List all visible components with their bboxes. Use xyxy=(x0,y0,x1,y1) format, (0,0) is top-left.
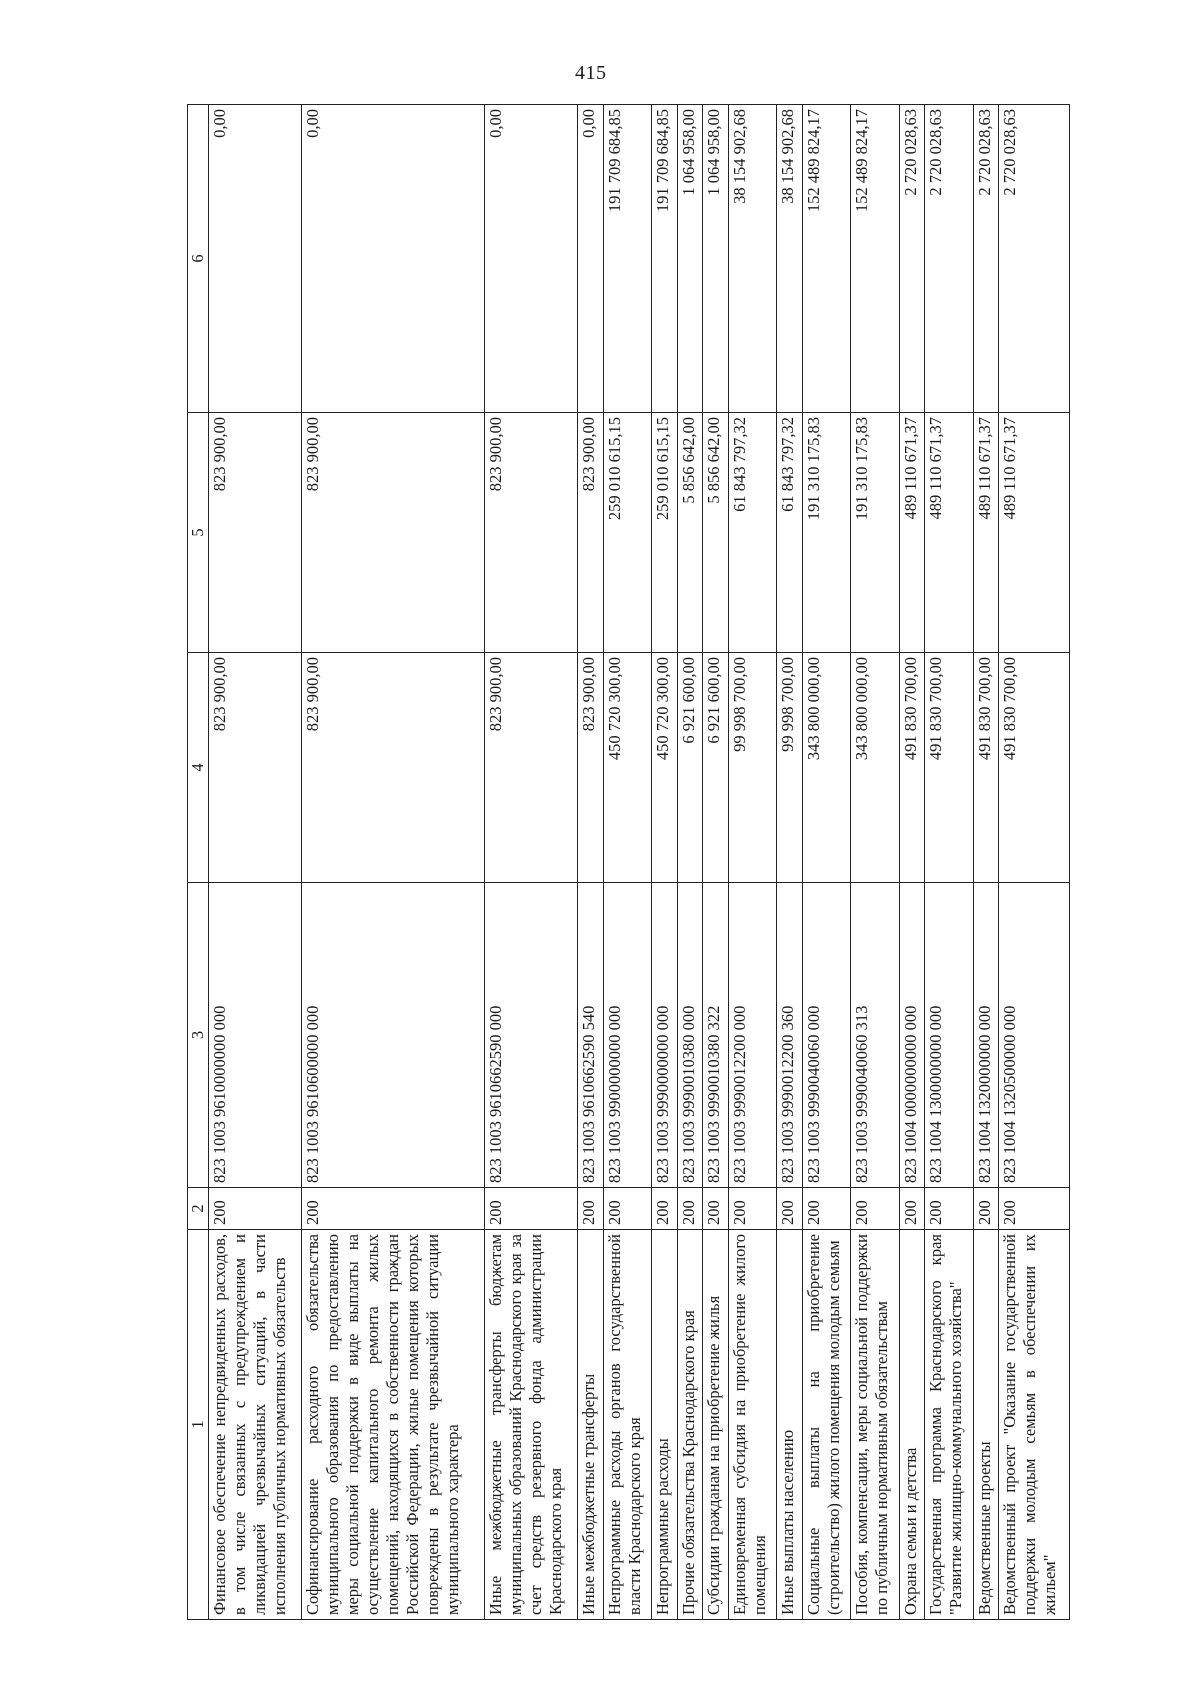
row-executed: 489 110 671,37 xyxy=(973,413,999,653)
row-executed: 489 110 671,37 xyxy=(999,413,1070,653)
row-plan: 823 900,00 xyxy=(209,653,302,883)
row-remainder: 38 154 902,68 xyxy=(777,105,803,413)
table-row xyxy=(603,105,651,1620)
row-remainder: 0,00 xyxy=(209,105,302,413)
row-remainder: 2 720 028,63 xyxy=(899,105,925,413)
row-remainder: 1 064 958,00 xyxy=(677,105,703,413)
row-name: Иные выплаты населению xyxy=(777,1230,803,1620)
row-remainder: 38 154 902,68 xyxy=(729,105,777,413)
table-row xyxy=(803,105,851,1620)
row-plan: 491 830 700,00 xyxy=(925,653,973,883)
row-recipient: 200 xyxy=(302,1188,485,1230)
header-row xyxy=(188,105,209,1620)
row-executed: 191 310 175,83 xyxy=(803,413,851,653)
table-row xyxy=(999,105,1070,1620)
row-executed: 191 310 175,83 xyxy=(851,413,899,653)
row-name: Непрограммные расходы органов государственной власти Краснодарского края xyxy=(603,1230,651,1620)
table-row xyxy=(302,105,485,1620)
budget-table xyxy=(187,104,1070,1620)
row-plan: 450 720 300,00 xyxy=(651,653,677,883)
row-executed: 61 843 797,32 xyxy=(777,413,803,653)
row-executed: 61 843 797,32 xyxy=(729,413,777,653)
row-recipient: 200 xyxy=(973,1188,999,1230)
table-row xyxy=(729,105,777,1620)
row-recipient: 200 xyxy=(209,1188,302,1230)
row-code: 823 1003 9990040060 313 xyxy=(851,883,899,1188)
row-code: 823 1003 9610000000 000 xyxy=(209,883,302,1188)
row-executed: 259 010 615,15 xyxy=(603,413,651,653)
row-remainder: 152 489 824,17 xyxy=(803,105,851,413)
row-executed: 823 900,00 xyxy=(577,413,603,653)
row-executed: 823 900,00 xyxy=(484,413,577,653)
table-row xyxy=(703,105,729,1620)
table-row xyxy=(973,105,999,1620)
row-code: 823 1004 1320000000 000 xyxy=(973,883,999,1188)
row-executed: 489 110 671,37 xyxy=(899,413,925,653)
row-recipient: 200 xyxy=(729,1188,777,1230)
row-recipient: 200 xyxy=(577,1188,603,1230)
row-recipient: 200 xyxy=(651,1188,677,1230)
row-remainder: 152 489 824,17 xyxy=(851,105,899,413)
row-name: Социальные выплаты на приобретение (строительство) жилого помещения молодым семьям xyxy=(803,1230,851,1620)
header-cell-6: 6 xyxy=(188,105,209,413)
row-plan: 343 800 000,00 xyxy=(851,653,899,883)
row-name: Единовременная субсидия на приобретение жилого помещения xyxy=(729,1230,777,1620)
row-code: 823 1003 9990000000 000 xyxy=(651,883,677,1188)
row-code: 823 1003 9990012200 360 xyxy=(777,883,803,1188)
row-name: Пособия, компенсации, меры социальной поддержки по публичным нормативным обязательствам xyxy=(851,1230,899,1620)
row-recipient: 200 xyxy=(603,1188,651,1230)
row-plan: 450 720 300,00 xyxy=(603,653,651,883)
row-plan: 823 900,00 xyxy=(577,653,603,883)
row-recipient: 200 xyxy=(803,1188,851,1230)
row-remainder: 2 720 028,63 xyxy=(999,105,1070,413)
row-plan: 491 830 700,00 xyxy=(899,653,925,883)
row-recipient: 200 xyxy=(925,1188,973,1230)
row-code: 823 1003 9610662590 000 xyxy=(484,883,577,1188)
row-plan: 491 830 700,00 xyxy=(973,653,999,883)
row-remainder: 0,00 xyxy=(577,105,603,413)
header-cell-1: 1 xyxy=(188,1230,209,1620)
row-name: Прочие обязательства Краснодарского края xyxy=(677,1230,703,1620)
row-remainder: 191 709 684,85 xyxy=(603,105,651,413)
row-remainder: 1 064 958,00 xyxy=(703,105,729,413)
row-recipient: 200 xyxy=(677,1188,703,1230)
row-name: Субсидии гражданам на приобретение жилья xyxy=(703,1230,729,1620)
row-executed: 823 900,00 xyxy=(209,413,302,653)
page-number: 415 xyxy=(575,62,607,84)
row-name: Иные межбюджетные трансферты xyxy=(577,1230,603,1620)
table-row xyxy=(677,105,703,1620)
row-plan: 823 900,00 xyxy=(302,653,485,883)
row-name: Государственная программа Краснодарского края "Развитие жилищно-коммунального хозяйства" xyxy=(925,1230,973,1620)
row-plan: 99 998 700,00 xyxy=(777,653,803,883)
header-cell-5: 5 xyxy=(188,413,209,653)
row-code: 823 1003 9900000000 000 xyxy=(603,883,651,1188)
row-recipient: 200 xyxy=(484,1188,577,1230)
table-row xyxy=(577,105,603,1620)
header-cell-4: 4 xyxy=(188,653,209,883)
row-name: Непрограммные расходы xyxy=(651,1230,677,1620)
row-executed: 5 856 642,00 xyxy=(703,413,729,653)
row-recipient: 200 xyxy=(899,1188,925,1230)
row-name: Ведомственный проект "Оказание государственной поддержки молодым семьям в обеспечении их жильем" xyxy=(999,1230,1070,1620)
row-recipient: 200 xyxy=(851,1188,899,1230)
row-recipient: 200 xyxy=(777,1188,803,1230)
row-code: 823 1003 9610662590 540 xyxy=(577,883,603,1188)
row-executed: 489 110 671,37 xyxy=(925,413,973,653)
row-remainder: 191 709 684,85 xyxy=(651,105,677,413)
row-remainder: 2 720 028,63 xyxy=(925,105,973,413)
table-row xyxy=(209,105,302,1620)
row-executed: 823 900,00 xyxy=(302,413,485,653)
row-remainder: 0,00 xyxy=(302,105,485,413)
header-cell-3: 3 xyxy=(188,883,209,1188)
row-code: 823 1003 9990012200 000 xyxy=(729,883,777,1188)
row-plan: 823 900,00 xyxy=(484,653,577,883)
row-plan: 343 800 000,00 xyxy=(803,653,851,883)
table-row xyxy=(899,105,925,1620)
table-row xyxy=(925,105,973,1620)
row-name: Иные межбюджетные трансферты бюджетам муниципальных образований Краснодарского края за счет средств резервного фонда администрации Краснодарского края xyxy=(484,1230,577,1620)
row-name: Финансовое обеспечение непредвиденных расходов, в том числе связанных с предупреждением и ликвидацией чрезвычайных ситуаций, в части исполнения публичных нормативных обязательств xyxy=(209,1230,302,1620)
row-plan: 6 921 600,00 xyxy=(677,653,703,883)
row-name: Охрана семьи и детства xyxy=(899,1230,925,1620)
row-recipient: 200 xyxy=(703,1188,729,1230)
row-remainder: 2 720 028,63 xyxy=(973,105,999,413)
table-row xyxy=(484,105,577,1620)
table-row xyxy=(777,105,803,1620)
table-row xyxy=(851,105,899,1620)
row-recipient: 200 xyxy=(999,1188,1070,1230)
row-executed: 259 010 615,15 xyxy=(651,413,677,653)
row-code: 823 1003 9990010380 000 xyxy=(677,883,703,1188)
row-remainder: 0,00 xyxy=(484,105,577,413)
row-plan: 99 998 700,00 xyxy=(729,653,777,883)
row-code: 823 1004 1320500000 000 xyxy=(999,883,1070,1188)
row-executed: 5 856 642,00 xyxy=(677,413,703,653)
row-code: 823 1004 0000000000 000 xyxy=(899,883,925,1188)
row-code: 823 1003 9990010380 322 xyxy=(703,883,729,1188)
row-name: Ведомственные проекты xyxy=(973,1230,999,1620)
row-code: 823 1004 1300000000 000 xyxy=(925,883,973,1188)
row-plan: 491 830 700,00 xyxy=(999,653,1070,883)
row-name: Софинансирование расходного обязательства муниципального образования по предоставлению меры социальной поддержки в виде выплаты на осуществление капитального ремонта жилых помещений, находящихся в собственности граждан Российской Федерации, жилые помещения которых повреждены в результате чрезвычайной ситуации муниципального характера xyxy=(302,1230,485,1620)
table-row xyxy=(651,105,677,1620)
row-plan: 6 921 600,00 xyxy=(703,653,729,883)
row-code: 823 1003 9610600000 000 xyxy=(302,883,485,1188)
row-code: 823 1003 9990040060 000 xyxy=(803,883,851,1188)
budget-table-container xyxy=(187,105,1070,1620)
header-cell-2: 2 xyxy=(188,1188,209,1230)
